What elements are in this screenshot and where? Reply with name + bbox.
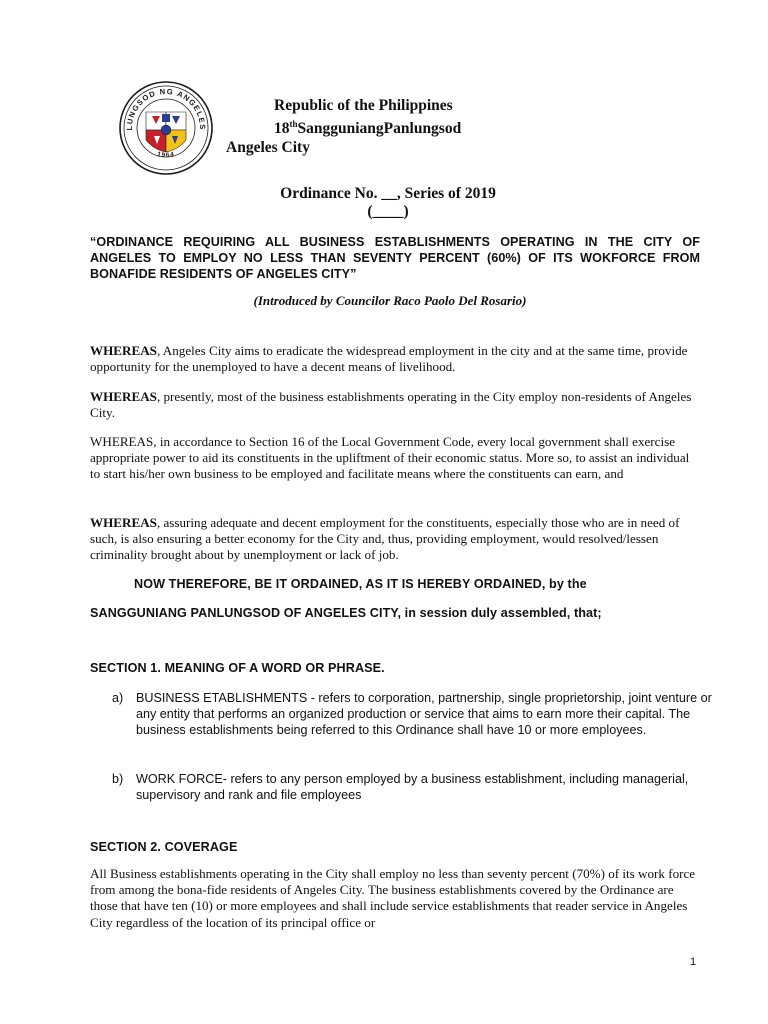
introduced-by: (Introduced by Councilor Raco Paolo Del Rosario): [253, 293, 527, 308]
whereas-clause: [90, 389, 700, 421]
whereas-text: , Angeles City aims to eradicate the widespread employment in the city and at the same time, provide opportunity for the unemployed to have a decent means of livelihood.: [90, 343, 688, 375]
list-marker: a): [112, 691, 124, 705]
page-number: 1: [690, 956, 697, 968]
header-session-suffix: th: [289, 119, 298, 129]
whereas-text: , presently, most of the business establishments operating in the City employ non-residents of Angeles City.: [90, 389, 692, 421]
ordained-line-2: SANGGUNIANG PANLUNGSOD OF ANGELES CITY, in session duly assembled, that;: [90, 606, 602, 620]
whereas-text: WHEREAS, in accordance to Section 16 of the Local Government Code, every local government shall exercise appropriate power to aid its constituents in the upliftment of their economic status. More so, to assist an individual to start his/her own business to be employed and facilitate means where the constituents can earn, and: [90, 434, 690, 482]
header-republic: Republic of the Philippines: [274, 97, 453, 114]
header-city: Angeles City: [226, 139, 310, 156]
list-item: [112, 771, 712, 803]
seal-ring-text: LUNGSOD NG ANGELES: [124, 86, 208, 131]
city-seal-logo: [118, 80, 214, 176]
whereas-lead: WHEREAS: [90, 389, 157, 404]
section-2-text: All Business establishments operating in the City shall employ no less than seventy percent (70%) of its work force from among the bona-fide residents of Angeles City. The business establishments covered by the Ordinance are those that have ten (10) or more employees and shall include service establishments that reader service in Angeles City regardless of the location of its principal office or: [90, 866, 696, 930]
ordained-line-1: NOW THEREFORE, BE IT ORDAINED, AS IT IS HEREBY ORDAINED, by the: [134, 577, 587, 591]
header-council-name: SangguniangPanlungsod: [297, 120, 462, 137]
document-header: [226, 96, 461, 157]
ordinance-main-title: “ORDINANCE REQUIRING ALL BUSINESS ESTABLISHMENTS OPERATING IN THE CITY OF ANGELES TO EMPLOY NO LESS THAN SEVENTY PERCENT (60%) OF ITS WOKFORCE FROM BONAFIDE RESIDENTS OF ANGELES CITY”: [90, 235, 700, 281]
header-sanggunian: [274, 115, 461, 138]
whereas-lead: WHEREAS: [90, 515, 157, 530]
list-item-text: WORK FORCE- refers to any person employed by a business establishment, including managerial, supervisory and rank and file employees: [136, 772, 689, 802]
seal-ring-year: 1964: [156, 150, 176, 160]
whereas-lead: WHEREAS: [90, 343, 157, 358]
ordinance-number-blank: (____): [367, 203, 409, 220]
whereas-clause: [90, 343, 700, 375]
section-2-heading: SECTION 2. COVERAGE: [90, 840, 238, 854]
list-item: [112, 690, 712, 738]
whereas-text: , assuring adequate and decent employment for the constituents, especially those who are in need of such, is also ensuring a better economy for the City and, thus, providing employment, would resolved/lessen criminality brought about by unemployment or lack of job.: [90, 515, 680, 563]
list-item-text: BUSINESS ETABLISHMENTS - refers to corporation, partnership, single proprietorship, joint venture or any entity that performs an organized production or service that aims to earn more their capital. The business establishments being referred to this Ordinance shall have 10 or more employees.: [136, 691, 712, 737]
whereas-clause: [90, 515, 700, 564]
ordinance-number-title: Ordinance No. __, Series of 2019: [280, 185, 496, 202]
section-1-heading: SECTION 1. MEANING OF A WORD OR PHRASE.: [90, 661, 385, 675]
list-marker: b): [112, 772, 124, 786]
whereas-clause: [90, 434, 700, 483]
header-session-number: 18: [274, 120, 290, 137]
seal-shield: [146, 112, 186, 152]
